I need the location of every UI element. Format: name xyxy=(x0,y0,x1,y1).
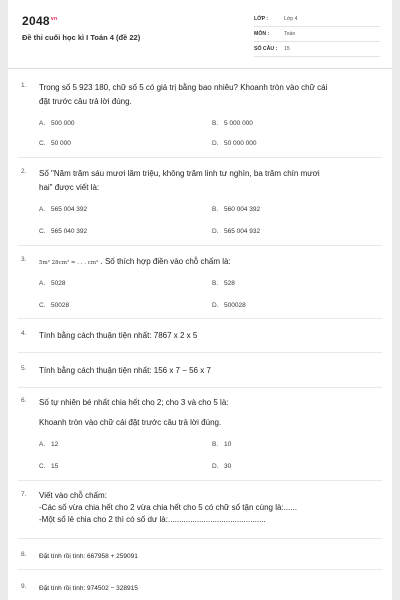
option-b[interactable]: B. 10 xyxy=(212,441,232,448)
option-d[interactable]: D. 500028 xyxy=(212,302,246,309)
divider xyxy=(18,352,382,353)
option-a[interactable]: A. 5028 xyxy=(39,280,66,287)
option-d[interactable]: D. 30 xyxy=(212,463,232,470)
option-b[interactable]: B. 560 004 392 xyxy=(212,206,261,213)
option-c[interactable]: C. 15 xyxy=(39,463,59,470)
option-c[interactable]: C. 50 000 xyxy=(39,140,71,147)
exam-page: $2048^{vn}$ Đề thi cuối học kì I Toán 4 (đề 22) LỚP : Lớp 4 MÔN : Toán SỐ CÂU : 15 1. Trong số 5 923 180, chữ số 5 có giá trị bằng bao nhiêu? Khoanh tròn vào chữ cái đặt trước câu trả lời đúng. A. 500 000 B. 5 000 000 C. 50 000 D. 50 000 000 2. Số "Năm trăm sáu mươi lăm triệu, không trăm linh tư nghìn, ba trăm chín mươi hai" được viết là: A. 565 004 392 B. 560 004 392 C. 565 040 392 D. 565 004 932 3. 5m² 28cm² = . . . cm² . Số thích hợp điền vào chỗ chấm là: A. 5028 B. 528 C. 50028 D. 500028 4. Tính bằng cách thuận tiện nhất: 7867 x 2 x 5 5. Tính bằng cách thuận tiện nhất: 156 x 7 − 56 x 7 6. Số tự nhiên bé nhất chia hết cho 2; cho 3 và cho 5 là: Khoanh tròn vào chữ cái đặt trước câu trả lời đúng. A. 12 B. 10 C. 15 D. 30 7. Viết vào chỗ chấm: -Các số vừa chia hết cho 2 vừa chia hết cho 5 có chữ số tận cùng là:...... -Một số lẻ chia cho 2 thì có số dư là:............................................ 8. Đặt tính rồi tính: 667958 + 259091 9. Đặt tính rồi tính: 974502 − 328915 xyxy=(8,0,392,600)
option-b[interactable]: B. 5 000 000 xyxy=(212,120,253,127)
option-c[interactable]: C. 50028 xyxy=(39,302,70,309)
option-d[interactable]: D. 565 004 932 xyxy=(212,228,261,235)
divider xyxy=(18,157,382,158)
divider xyxy=(18,245,382,246)
option-a[interactable]: A. 12 xyxy=(39,441,59,448)
site-logo[interactable]: $2048^{vn}$ xyxy=(22,14,58,28)
divider xyxy=(18,387,382,388)
exam-title: Đề thi cuối học kì I Toán 4 (đề 22) xyxy=(22,33,141,42)
meta-subject: MÔN : Toán xyxy=(254,29,380,42)
option-a[interactable]: A. 500 000 xyxy=(39,120,75,127)
option-a[interactable]: A. 565 004 392 xyxy=(39,206,88,213)
divider xyxy=(18,538,382,539)
area-equation: 5m² 28cm² = . . . cm² xyxy=(39,260,99,266)
option-b[interactable]: B. 528 xyxy=(212,280,235,287)
meta-class: LỚP : Lớp 4 xyxy=(254,14,380,27)
divider xyxy=(18,480,382,481)
exam-header xyxy=(8,0,392,69)
divider xyxy=(18,569,382,570)
divider xyxy=(18,318,382,319)
option-c[interactable]: C. 565 040 392 xyxy=(39,228,88,235)
option-d[interactable]: D. 50 000 000 xyxy=(212,140,257,147)
meta-question-count: SỐ CÂU : 15 xyxy=(254,44,380,57)
